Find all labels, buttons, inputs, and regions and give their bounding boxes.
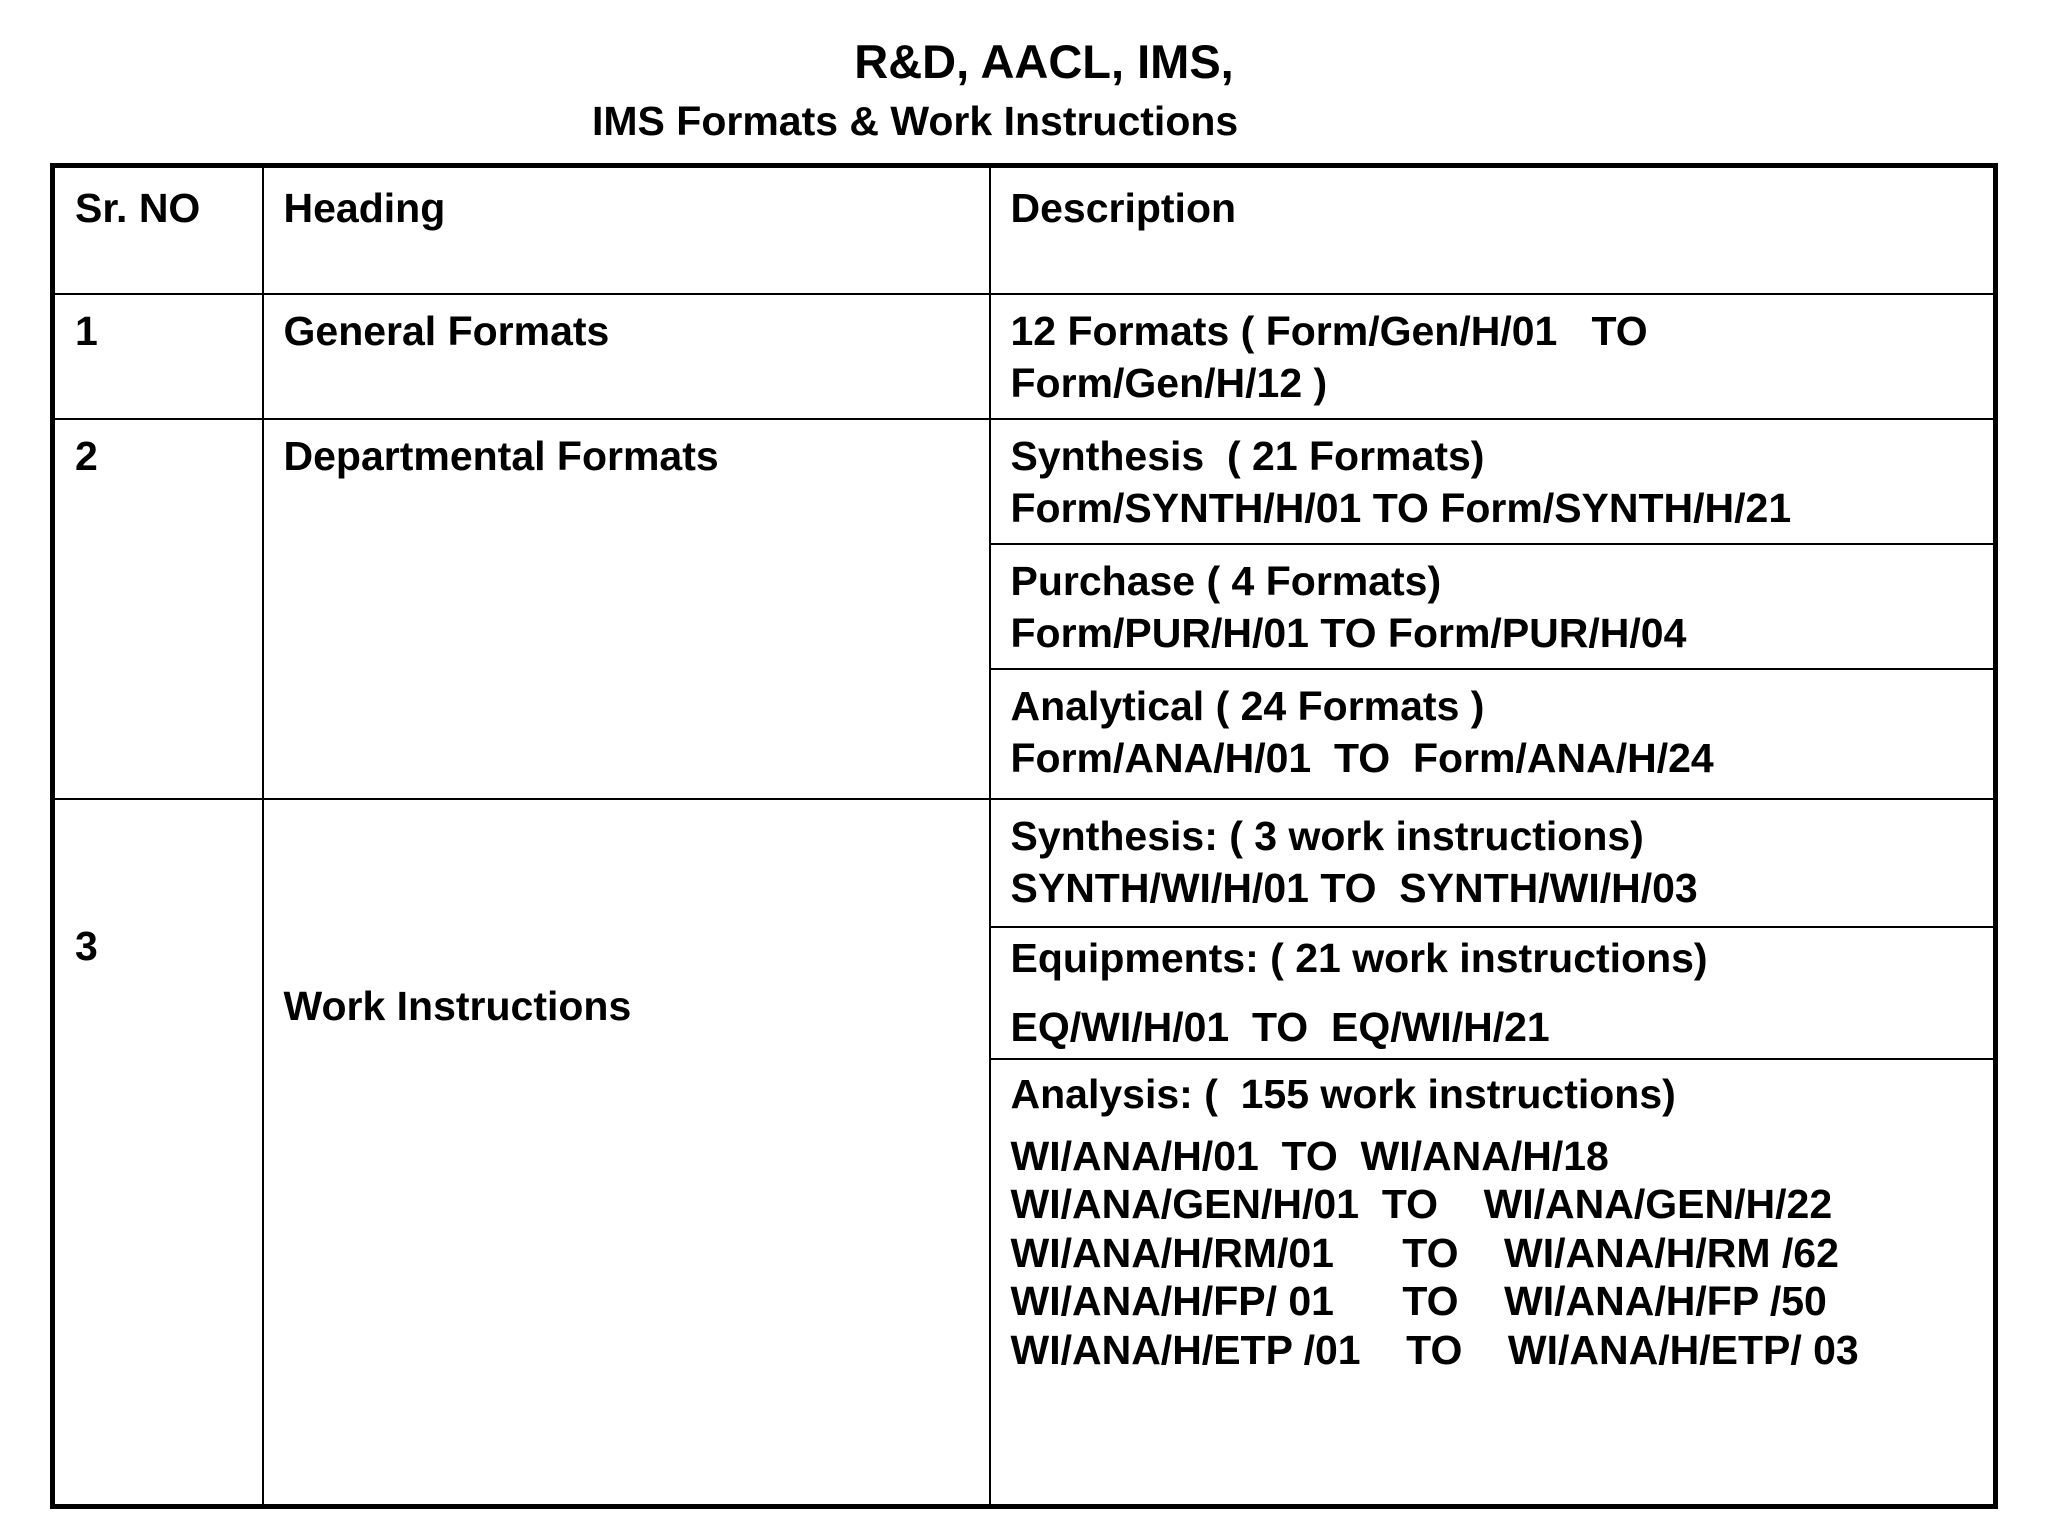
column-header-heading: Heading bbox=[263, 166, 990, 294]
sr-no-cell: 1 bbox=[53, 294, 263, 419]
description-line: WI/ANA/H/ETP /01 TO WI/ANA/H/ETP/ 03 bbox=[1010, 1326, 1859, 1373]
sr-no-cell: 3 bbox=[53, 799, 263, 1507]
description-line: WI/ANA/H/01 TO WI/ANA/H/18 bbox=[1010, 1132, 1609, 1179]
description-line: WI/ANA/H/RM/01 TO WI/ANA/H/RM /62 bbox=[1010, 1229, 1839, 1276]
description-line: Analytical ( 24 Formats ) bbox=[1010, 682, 1485, 729]
description-line: SYNTH/WI/H/01 TO SYNTH/WI/H/03 bbox=[1010, 864, 1698, 911]
table-header-row bbox=[53, 166, 1996, 294]
description-cell bbox=[990, 669, 1996, 799]
column-header-sr-no: Sr. NO bbox=[53, 166, 263, 294]
description-cell bbox=[990, 799, 1996, 927]
page-title: R&D, AACL, IMS, bbox=[854, 35, 1234, 88]
sr-no-cell: 2 bbox=[53, 419, 263, 799]
heading-cell: General Formats bbox=[263, 294, 990, 419]
table-row bbox=[53, 799, 1996, 927]
table-row bbox=[53, 294, 1996, 419]
heading-cell: Work Instructions bbox=[263, 799, 990, 1507]
description-cell bbox=[990, 1059, 1996, 1507]
page-subtitle: IMS Formats & Work Instructions bbox=[592, 98, 1239, 144]
description-line: Synthesis: ( 3 work instructions) bbox=[1010, 812, 1644, 859]
description-line: Form/Gen/H/12 ) bbox=[1010, 359, 1328, 406]
heading-cell: Departmental Formats bbox=[263, 419, 990, 799]
description-line: 12 Formats ( Form/Gen/H/01 TO bbox=[1010, 307, 1648, 354]
description-cell bbox=[990, 544, 1996, 669]
description-line: EQ/WI/H/01 TO EQ/WI/H/21 bbox=[1010, 1003, 1550, 1050]
column-header-description: Description bbox=[990, 166, 1996, 294]
description-line: Form/PUR/H/01 TO Form/PUR/H/04 bbox=[1010, 609, 1687, 656]
table-row bbox=[53, 419, 1996, 544]
description-line: Form/SYNTH/H/01 TO Form/SYNTH/H/21 bbox=[1010, 484, 1792, 531]
formats-table bbox=[50, 163, 1998, 1509]
description-cell bbox=[990, 294, 1996, 419]
description-line: Synthesis ( 21 Formats) bbox=[1010, 432, 1485, 479]
description-line: WI/ANA/H/FP/ 01 TO WI/ANA/H/FP /50 bbox=[1010, 1278, 1827, 1324]
description-line: Equipments: ( 21 work instructions) bbox=[1010, 934, 1708, 981]
description-cell bbox=[990, 927, 1996, 1059]
description-cell bbox=[990, 419, 1996, 544]
description-line: Analysis: ( 155 work instructions) bbox=[1010, 1070, 1676, 1117]
description-line: Form/ANA/H/01 TO Form/ANA/H/24 bbox=[1010, 734, 1714, 781]
description-line: WI/ANA/GEN/H/01 TO WI/ANA/GEN/H/22 bbox=[1010, 1181, 1833, 1227]
description-line: Purchase ( 4 Formats) bbox=[1010, 557, 1442, 604]
